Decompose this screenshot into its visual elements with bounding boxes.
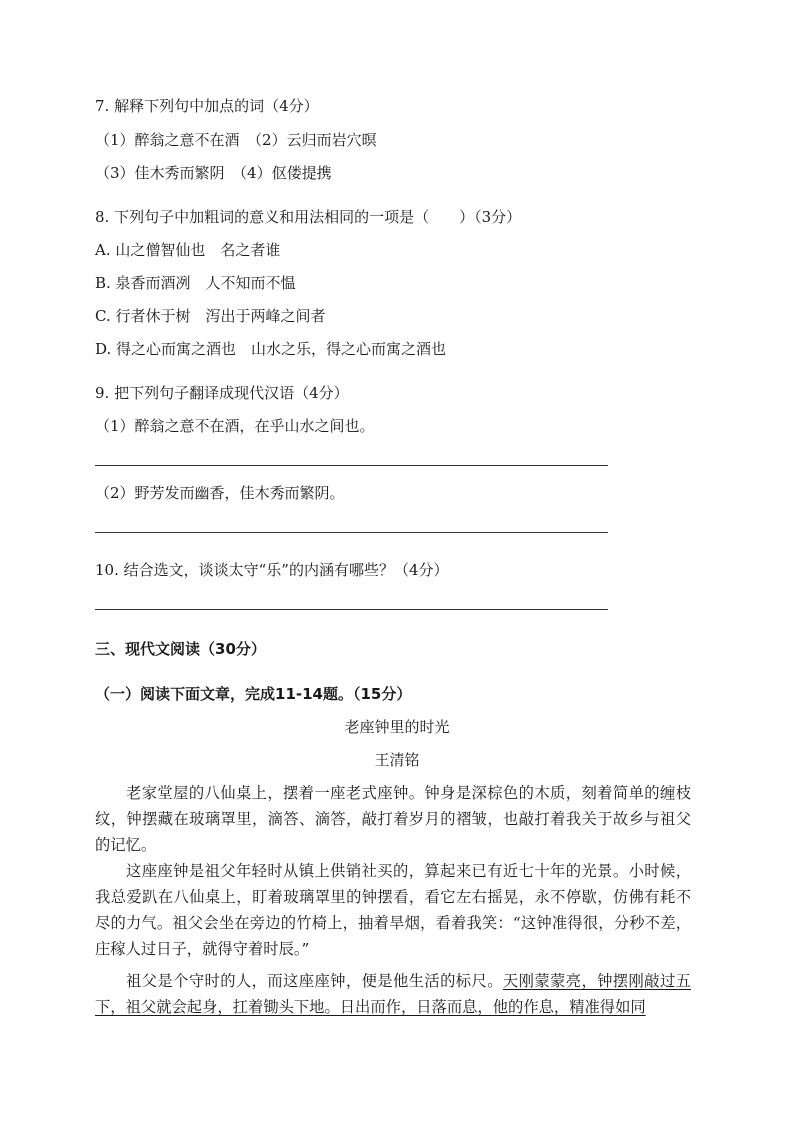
question-7-line-2: （3）佳木秀而繁阴 （4）伛偻提携 [95, 164, 332, 182]
answer-line-2[interactable] [95, 532, 608, 533]
paragraph-3-underlined-text: 天刚蒙蒙亮，钟摆刚敲过五下，祖父就会起身，扛着锄头下地。日出而作，日落而息，他的作息，精准得如同 [95, 972, 691, 1016]
section-3-heading: 三、现代文阅读（30分） [95, 640, 266, 658]
paragraph-3-plain-text: 祖父是个守时的人，而这座座钟，便是他生活的标尺。 [126, 972, 503, 990]
question-8-title: 8. 下列句子中加粗词的意义和用法相同的一项是（ ）（3分） [95, 208, 522, 226]
question-8-option-c: C. 行者休于树 泻出于两峰之间者 [95, 307, 326, 325]
article-author: 王清铭 [374, 751, 420, 769]
article-paragraph-1: 老家堂屋的八仙桌上，摆着一座老式座钟。钟身是深棕色的木质，刻着简单的缠枝纹，钟摆藏在玻璃罩里，滴答、滴答，敲打着岁月的褶皱，也敲打着我关于故乡与祖父的记忆。 [95, 784, 691, 854]
article-title: 老座钟里的时光 [344, 718, 450, 736]
answer-line-3[interactable] [95, 609, 608, 610]
question-8-option-a: A. 山之僧智仙也 名之者谁 [95, 241, 281, 259]
article-paragraph-2: 这座座钟是祖父年轻时从镇上供销社买的，算起来已有近七十年的光景。小时候，我总爱趴在八仙桌上，盯着玻璃罩里的钟摆看，看它左右摇晃，永不停歇，仿佛有耗不尽的力气。祖父会坐在旁边的竹椅上，抽着旱烟，看着我笑：“这钟准得很，分秒不差，庄稼人过日子，就得守着时辰。” [95, 862, 691, 958]
question-7-line-1: （1）醉翁之意不在酒 （2）云归而岩穴暝 [95, 131, 377, 149]
article-paragraph-3 [95, 968, 691, 1020]
question-9-sentence-1: （1）醉翁之意不在酒，在乎山水之间也。 [95, 417, 375, 435]
question-9-title: 9. 把下列句子翻译成现代汉语（4分） [95, 384, 349, 402]
subsection-1-heading: （一）阅读下面文章，完成11-14题。（15分） [95, 685, 412, 703]
answer-line-1[interactable] [95, 465, 608, 466]
question-8-option-d: D. 得之心而寓之酒也 山水之乐，得之心而寓之酒也 [95, 340, 447, 358]
question-7-title: 7. 解释下列句中加点的词（4分） [95, 97, 319, 115]
question-9-sentence-2: （2）野芳发而幽香，佳木秀而繁阴。 [95, 484, 345, 502]
question-10-title: 10. 结合选文，谈谈太守“乐”的内涵有哪些？（4分） [95, 561, 449, 579]
question-8-option-b: B. 泉香而酒冽 人不知而不愠 [95, 274, 296, 292]
